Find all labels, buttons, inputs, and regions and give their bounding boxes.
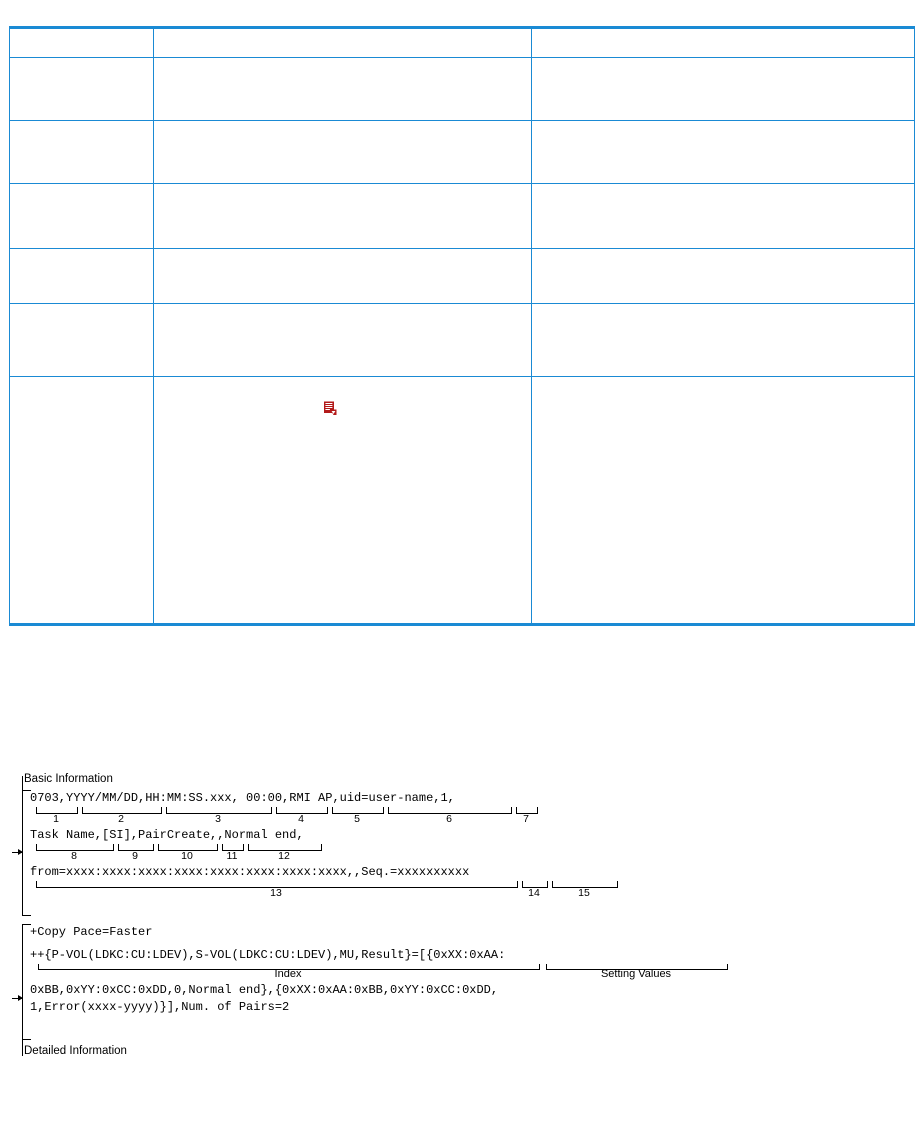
- table-cell: [10, 377, 154, 625]
- basic-information-block: [8, 790, 888, 916]
- marker-9: 9: [132, 850, 138, 862]
- detailed-information-block: [8, 924, 888, 1040]
- table-cell: [10, 184, 154, 249]
- measure-row-1: [30, 807, 888, 827]
- table-row: [10, 304, 915, 377]
- basic-arrow-icon: [12, 852, 22, 853]
- table-cell: [154, 121, 532, 184]
- table-cell: [532, 28, 915, 58]
- basic-information-label: Basic Information: [24, 773, 113, 785]
- marker-11: 11: [226, 850, 238, 862]
- label-connector-basic: [22, 776, 23, 790]
- reference-table: [9, 26, 915, 626]
- marker-12: 12: [278, 850, 290, 862]
- table-cell: [154, 304, 532, 377]
- table-cell: [532, 377, 915, 625]
- table-cell: [532, 58, 915, 121]
- table-row: [10, 249, 915, 304]
- marker-2: 2: [118, 813, 124, 825]
- detail-line-1: +Copy Pace=Faster: [30, 925, 153, 939]
- table-cell: [532, 249, 915, 304]
- log-syntax-figure: [8, 772, 888, 1058]
- table-cell: [10, 28, 154, 58]
- table-cell: [154, 249, 532, 304]
- table-cell: [532, 304, 915, 377]
- index-caption: Index: [274, 968, 302, 980]
- table-row: [10, 121, 915, 184]
- marker-7: 7: [523, 813, 529, 825]
- setting-values-caption: Setting Values: [600, 968, 672, 980]
- marker-1: 1: [53, 813, 59, 825]
- marker-14: 14: [528, 887, 540, 899]
- basic-line-1: 0703,YYYY/MM/DD,HH:MM:SS.xxx, 00:00,RMI AP,uid=user-name,1,: [30, 791, 455, 805]
- table-cell: [10, 249, 154, 304]
- table-cell: [10, 121, 154, 184]
- table-cell: [154, 28, 532, 58]
- detailed-arrow-icon: [12, 998, 22, 999]
- detail-line-3: 0xBB,0xYY:0xCC:0xDD,0,Normal end},{0xXX:0xAA:0xBB,0xYY:0xCC:0xDD,: [30, 983, 499, 997]
- measure-row-3: [30, 881, 888, 901]
- measure-row-2: [30, 844, 888, 864]
- table-cell: [154, 58, 532, 121]
- label-connector-detailed: [22, 1040, 23, 1056]
- note-document-icon: [323, 401, 338, 416]
- table-cell: [532, 184, 915, 249]
- marker-4: 4: [298, 813, 304, 825]
- marker-6: 6: [446, 813, 452, 825]
- table-row: [10, 184, 915, 249]
- marker-3: 3: [215, 813, 221, 825]
- detailed-information-label: Detailed Information: [24, 1045, 127, 1057]
- table-row: [10, 58, 915, 121]
- marker-15: 15: [578, 887, 590, 899]
- basic-line-2: Task Name,[SI],PairCreate,,Normal end,: [30, 828, 304, 842]
- marker-8: 8: [71, 850, 77, 862]
- table-row: [10, 377, 915, 625]
- marker-13: 13: [270, 887, 282, 899]
- table-cell: [154, 184, 532, 249]
- table-row: [10, 28, 915, 58]
- table-cell: [10, 58, 154, 121]
- table-cell: [10, 304, 154, 377]
- marker-10: 10: [181, 850, 193, 862]
- marker-5: 5: [354, 813, 360, 825]
- detail-line-4: 1,Error(xxxx-yyyy)}],Num. of Pairs=2: [30, 1000, 290, 1014]
- left-bracket-detailed: [22, 924, 31, 1040]
- table-cell: [532, 121, 915, 184]
- detail-line-2: ++{P-VOL(LDKC:CU:LDEV),S-VOL(LDKC:CU:LDEV),MU,Result}=[{0xXX:0xAA:: [30, 948, 506, 962]
- basic-line-3: from=xxxx:xxxx:xxxx:xxxx:xxxx:xxxx:xxxx:xxxx,,Seq.=xxxxxxxxxx: [30, 865, 470, 879]
- table-cell-with-icon: [154, 377, 532, 625]
